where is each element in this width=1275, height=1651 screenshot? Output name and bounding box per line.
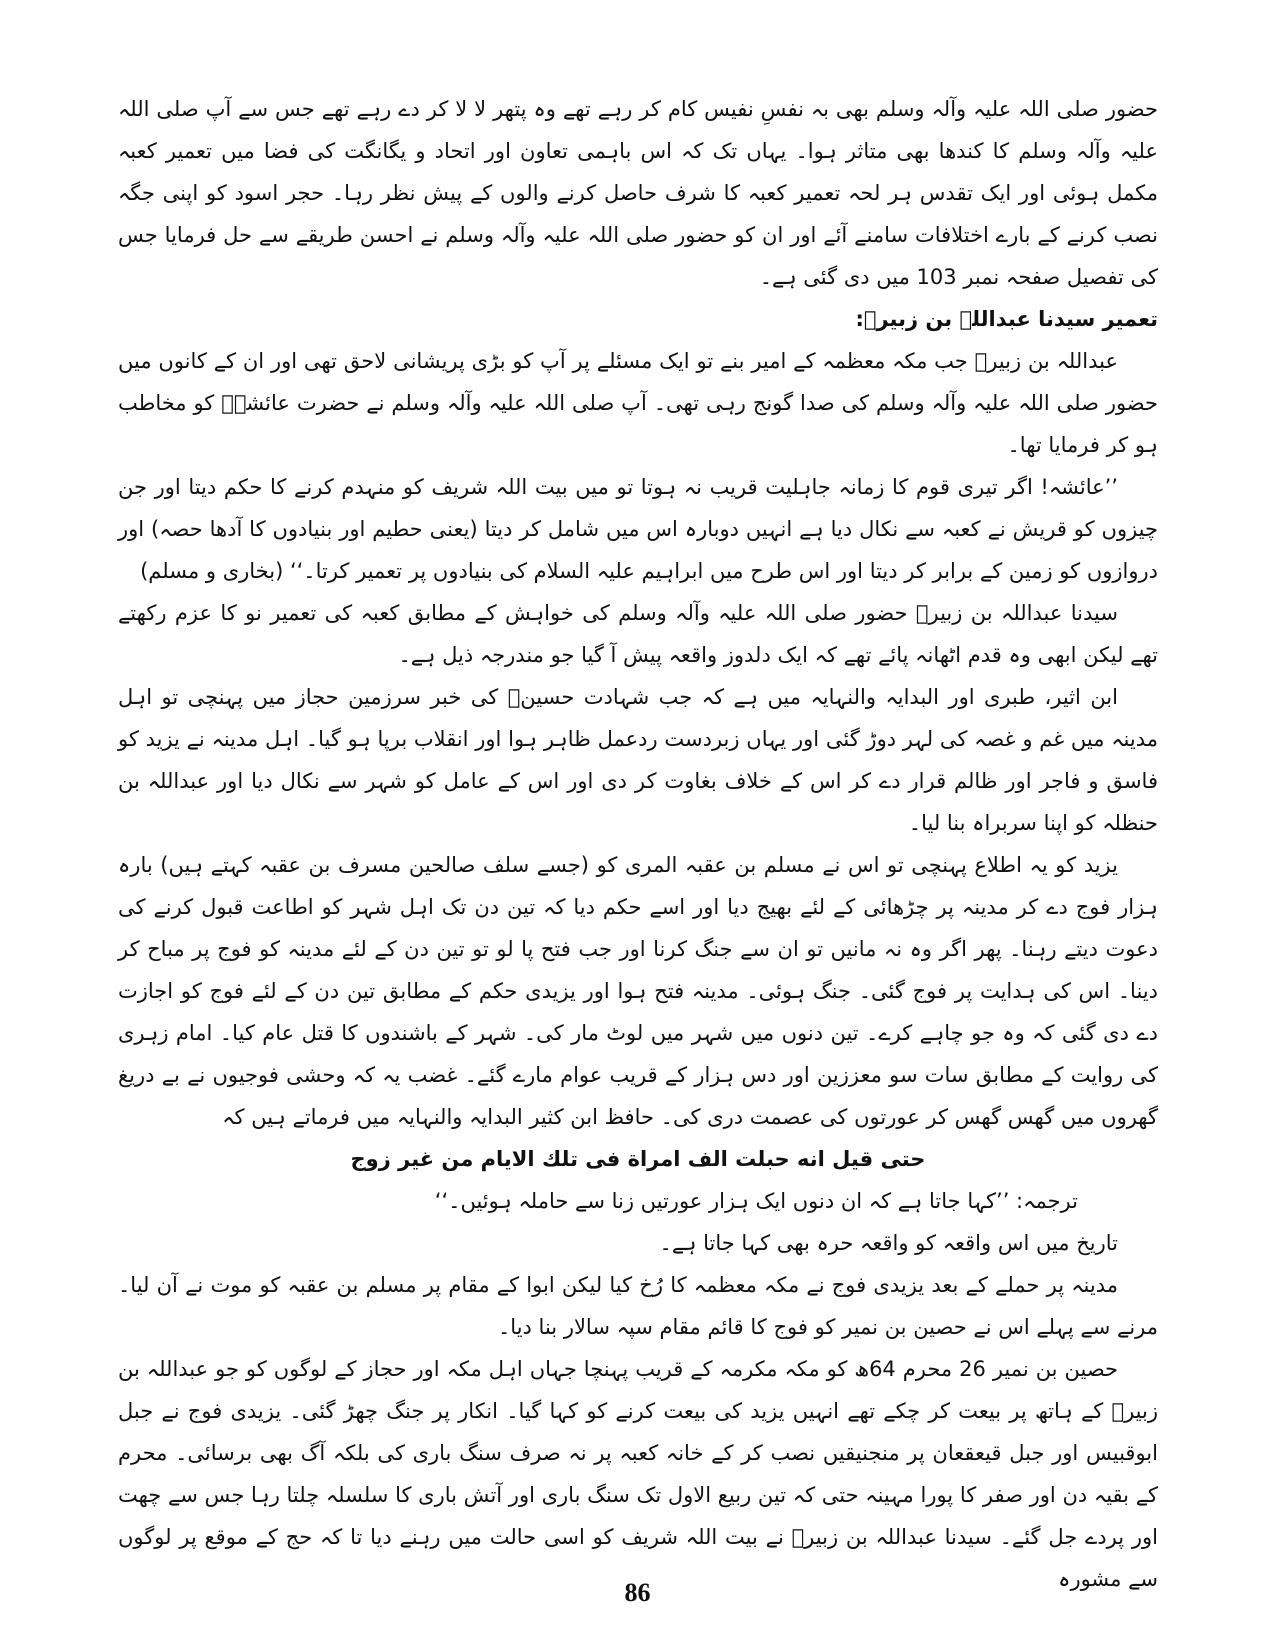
section-heading: تعمیر سیدنا عبداللہ بن زبیرؓ: — [855, 307, 1158, 331]
paragraph-7: تاریخ میں اس واقعہ کو واقعہ حرہ بھی کہا جاتا ہے۔ — [659, 1231, 1118, 1255]
page-body — [118, 88, 1158, 1600]
paragraph-2: عبداللہ بن زبیرؓ جب مکہ معظمہ کے امیر بنے تو ایک مسئلے پر آپ کو بڑی پریشانی لاحق تھی اور ان کے کانوں میں حضور صلی اللہ علیہ وآلہ وسلم کی صدا گونج رہی تھی۔ آپ صلی اللہ علیہ وآلہ وسلم نے حضرت عائشہؓ کو مخاطب ہو کر فرمایا تھا۔ — [118, 349, 1158, 457]
paragraph-1: حضور صلی اللہ علیہ وآلہ وسلم بھی بہ نفسِ نفیس کام کر رہے تھے وہ پتھر لا لا کر دے رہے تھے جس سے آپ صلی اللہ علیہ وآلہ وسلم کا کندھا بھی متاثر ہوا۔ یہاں تک کہ اس باہمی تعاون اور اتحاد و یگانگت کی فضا میں تعمیر کعبہ مکمل ہوئی اور ایک تقدس ہر لحہ تعمیر کعبہ کا شرف حاصل کرنے والوں کے پیش نظر رہا۔ حجر اسود کو اپنی جگہ نصب کرنے کے بارے اختلافات سامنے آئے اور ان کو حضور صلی اللہ علیہ وآلہ وسلم نے احسن طریقے سے حل فرمایا جس کی تفصیل صفحہ نمبر 103 میں دی گئی ہے۔ — [118, 97, 1158, 289]
paragraph-8: مدینہ پر حملے کے بعد یزیدی فوج نے مکہ معظمہ کا رُخ کیا لیکن ابوا کے مقام پر مسلم بن عقبہ کو موت نے آن لیا۔ مرنے سے پہلے اس نے حصین بن نمیر کو فوج کا قائم مقام سپہ سالار بنا دیا۔ — [118, 1273, 1158, 1339]
paragraph-6: یزید کو یہ اطلاع پہنچی تو اس نے مسلم بن عقبہ المری کو (جسے سلف صالحین مسرف بن عقبہ کہتے ہیں) بارہ ہزار فوج دے کر مدینہ پر چڑھائی کے لئے بھیج دیا اور اسے حکم دیا کہ تین دن تک اہل شہر کو اطاعت قبول کرنے کی دعوت دیتے رہنا۔ پھر اگر وہ نہ مانیں تو ان سے جنگ کرنا اور جب فتح پا لو تو تین دن کے لئے مدینہ کو فوج پر مباح کر دینا۔ اس کی ہدایت پر فوج گئی۔ جنگ ہوئی۔ مدینہ فتح ہوا اور یزیدی حکم کے مطابق تین دن کے لئے فوج کو اجازت دے دی گئی کہ وہ جو چاہے کرے۔ تین دنوں میں شہر میں لوٹ مار کی۔ شہر کے باشندوں کا قتل عام کیا۔ امام زہری کی روایت کے مطابق سات سو معززین اور دس ہزار کے قریب عوام مارے گئے۔ غضب یہ کہ وحشی فوجیوں نے بے دریغ گھروں میں گھس گھس کر عورتوں کی عصمت دری کی۔ حافظ ابن کثیر البدایہ والنہایہ میں فرماتے ہیں کہ — [118, 853, 1158, 1129]
paragraph-4: سیدنا عبداللہ بن زبیرؓ حضور صلی اللہ علیہ وآلہ وسلم کی خواہش کے مطابق کعبہ کی تعمیر نو کا عزم رکھتے تھے لیکن ابھی وہ قدم اٹھانہ پائے تھے کہ ایک دلدوز واقعہ پیش آ گیا جو مندرجہ ذیل ہے۔ — [118, 601, 1158, 667]
arabic-quote: حتی قیل انه حبلت الف امراة فی تلك الایام من غیر زوج — [350, 1147, 926, 1171]
translation: ترجمہ: ’’کہا جاتا ہے کہ ان دنوں ایک ہزار عورتیں زنا سے حاملہ ہوئیں۔‘‘ — [434, 1189, 1078, 1213]
hadith-quote: ’’عائشہ! اگر تیری قوم کا زمانہ جاہلیت قریب نہ ہوتا تو میں بیت اللہ شریف کو منہدم کرنے کا حکم دیتا اور جن چیزوں کو قریش نے کعبہ سے نکال دیا ہے انہیں دوبارہ اس میں شامل کر دیتا (یعنی حطیم اور بنیادوں کا آدھا حصہ) اور دروازوں کو زمین کے برابر کر دیتا اور اس طرح میں ابراہیم علیہ السلام کی بنیادوں پر تعمیر کرتا۔‘‘ (بخاری و مسلم) — [118, 475, 1158, 583]
paragraph-9: حصین بن نمیر 26 محرم 64ھ کو مکہ مکرمہ کے قریب پہنچا جہاں اہل مکہ اور حجاز کے لوگوں کو جو عبداللہ بن زبیرؓ کے ہاتھ پر بیعت کر چکے تھے انہیں یزید کی بیعت کرنے کو کہا گیا۔ انکار پر جنگ چھڑ گئی۔ یزیدی فوج نے جبل ابوقبیس اور جبل قیعقعان پر منجنیقیں نصب کر کے خانہ کعبہ پر نہ صرف سنگ باری کی بلکہ آگ بھی برسائی۔ محرم کے بقیہ دن اور صفر کا پورا مہینہ حتی کہ تین ربیع الاول تک سنگ باری اور آتش باری کا سلسلہ چلتا رہا جس سے چھت اور پردے جل گئے۔ سیدنا عبداللہ بن زبیرؓ نے بیت اللہ شریف کو اسی حالت میں رہنے دیا تا کہ حج کے موقع پر لوگوں سے مشورہ — [118, 1357, 1158, 1591]
page-number: 86 — [624, 1578, 651, 1607]
paragraph-5: ابن اثیر، طبری اور البدایہ والنہایہ میں ہے کہ جب شہادت حسینؓ کی خبر سرزمین حجاز میں پہنچی تو اہل مدینہ میں غم و غصہ کی لہر دوڑ گئی اور یہاں زبردست ردعمل ظاہر ہوا اور انقلاب برپا ہو گیا۔ اہل مدینہ نے یزید کو فاسق و فاجر اور ظالم قرار دے کر اس کے خلاف بغاوت کر دی اور اس کے عامل کو شہر سے نکال دیا اور عبداللہ بن حنظلہ کو اپنا سربراہ بنا لیا۔ — [118, 685, 1158, 835]
